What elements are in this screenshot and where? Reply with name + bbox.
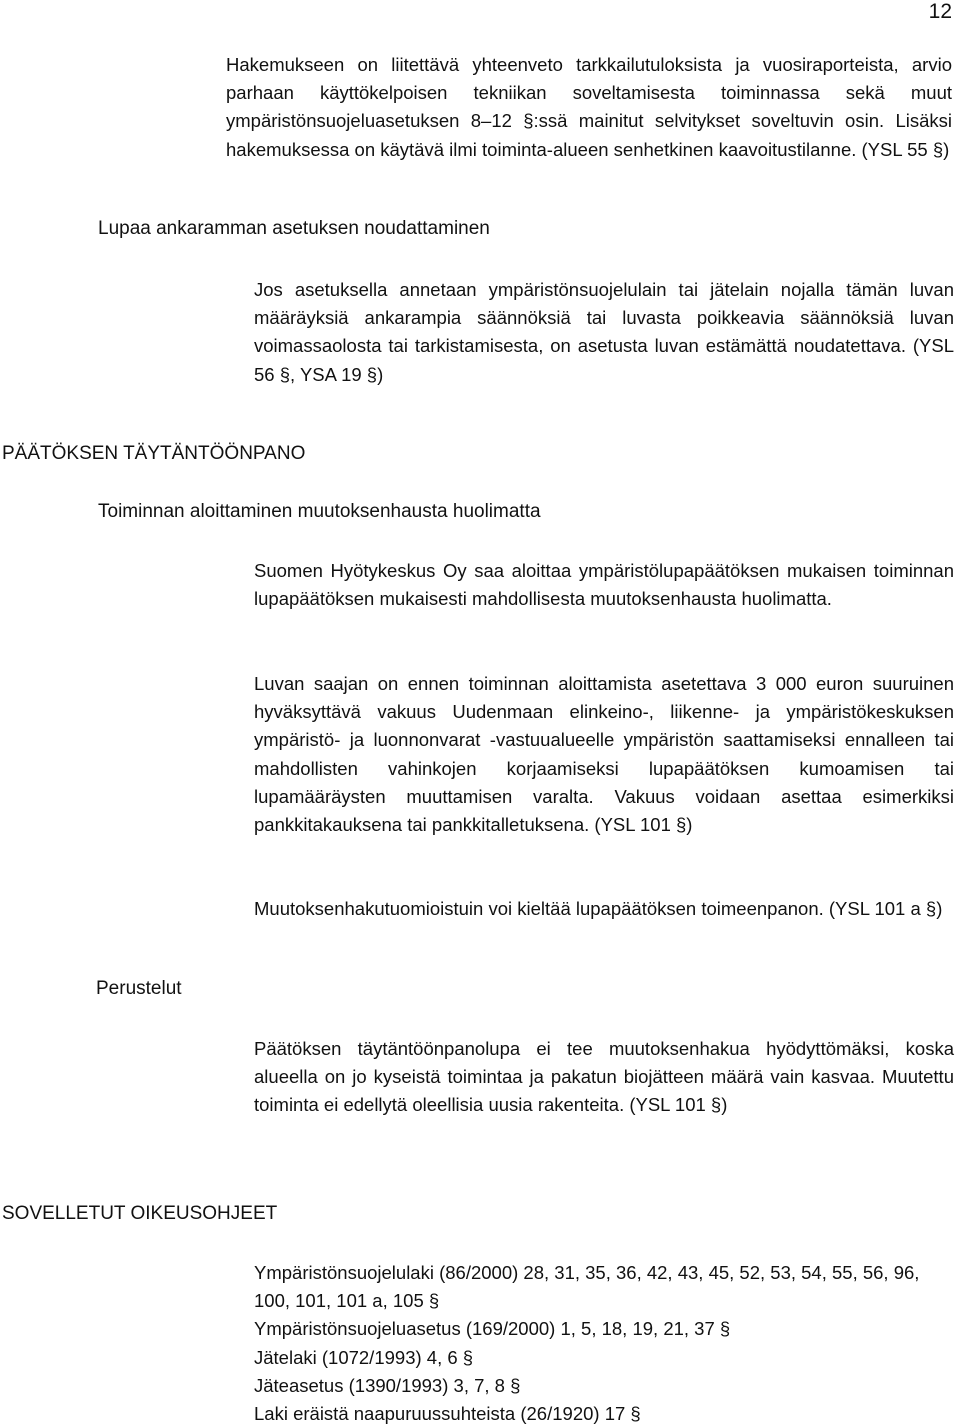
legal-reference-item: Jäteasetus (1390/1993) 3, 7, 8 §	[254, 1374, 521, 1396]
legal-reference-item: Ympäristönsuojeluasetus (169/2000) 1, 5, 18, 19, 21, 37 §	[254, 1318, 731, 1340]
section-sovelletut-heading: SOVELLETUT OIKEUSOHJEET	[2, 1203, 278, 1224]
section-lupaa-paragraph: Jos asetuksella annetaan ympäristönsuojelulain tai jätelain nojalla tämän luvan määräyksiä ankarampia säännöksiä tai luvasta poikkeavia säännöksiä luvan voimassaolosta tai tarkistamisesta, on asetusta luvan estämättä noudatettava. (YSL 56 §, YSA 19 §)	[254, 279, 954, 385]
legal-reference-item: Jätelaki (1072/1993) 4, 6 §	[254, 1346, 474, 1368]
legal-reference-item: Ympäristönsuojelulaki (86/2000) 28, 31, 35, 36, 42, 43, 45, 52, 53, 54, 55, 56, 96, 100, 101, 101 a, 105 §	[254, 1262, 920, 1312]
legal-reference-item: Laki eräistä naapuruussuhteista (26/1920) 17 §	[254, 1403, 641, 1425]
paatoksen-paragraph-3: Muutoksenhakutuomioistuin voi kieltää lupapäätöksen toimeenpanon. (YSL 101 a §)	[254, 898, 943, 919]
section-lupaa-heading: Lupaa ankaramman asetuksen noudattaminen	[98, 218, 490, 239]
paatoksen-paragraph-2: Luvan saajan on ennen toiminnan aloittamista asetettava 3 000 euron suuruinen hyväksyttävä vakuus Uudenmaan elinkeino-, liikenne- ja ympäristökeskuksen ympäristö- ja luonnonvarat -vastuualueelle ympäristön saattamiseksi ennalleen tai mahdollisten vahinkojen korjaamiseksi lupapäätöksen kumoamisen tai lupamääräysten muuttamisen varalta. Vakuus voidaan asettaa esimerkiksi pankkitakauksena tai pankkitalletuksena. (YSL 101 §)	[254, 673, 954, 836]
intro-paragraph: Hakemukseen on liitettävä yhteenveto tarkkailutuloksista ja vuosiraporteista, arvio parhaan käyttökelpoisen tekniikan soveltamisesta toiminnassa sekä muut ympäristönsuojeluasetuksen 8–12 §:ssä mainitut selvitykset soveltuvin osin. Lisäksi hakemuksessa on käytävä ilmi toiminta-alueen senhetkinen kaavoitustilanne. (YSL 55 §)	[226, 54, 952, 160]
page-number: 12	[928, 0, 952, 23]
section-paatoksen-subheading: Toiminnan aloittaminen muutoksenhausta huolimatta	[98, 501, 541, 522]
perustelut-paragraph: Päätöksen täytäntöönpanolupa ei tee muutoksenhakua hyödyttömäksi, koska alueella on jo kyseistä toimintaa ja pakatun biojätteen määrä vain kasvaa. Muutettu toiminta ei edellytä oleellisia uusia rakenteita. (YSL 101 §)	[254, 1038, 954, 1116]
section-paatoksen-heading: PÄÄTÖKSEN TÄYTÄNTÖÖNPANO	[2, 443, 306, 464]
paatoksen-paragraph-1: Suomen Hyötykeskus Oy saa aloittaa ympäristölupapäätöksen mukaisen toiminnan lupapäätöksen mukaisesti mahdollisesta muutoksenhausta huolimatta.	[254, 560, 954, 610]
perustelut-label: Perustelut	[96, 978, 182, 999]
legal-references-list	[254, 1259, 954, 1428]
